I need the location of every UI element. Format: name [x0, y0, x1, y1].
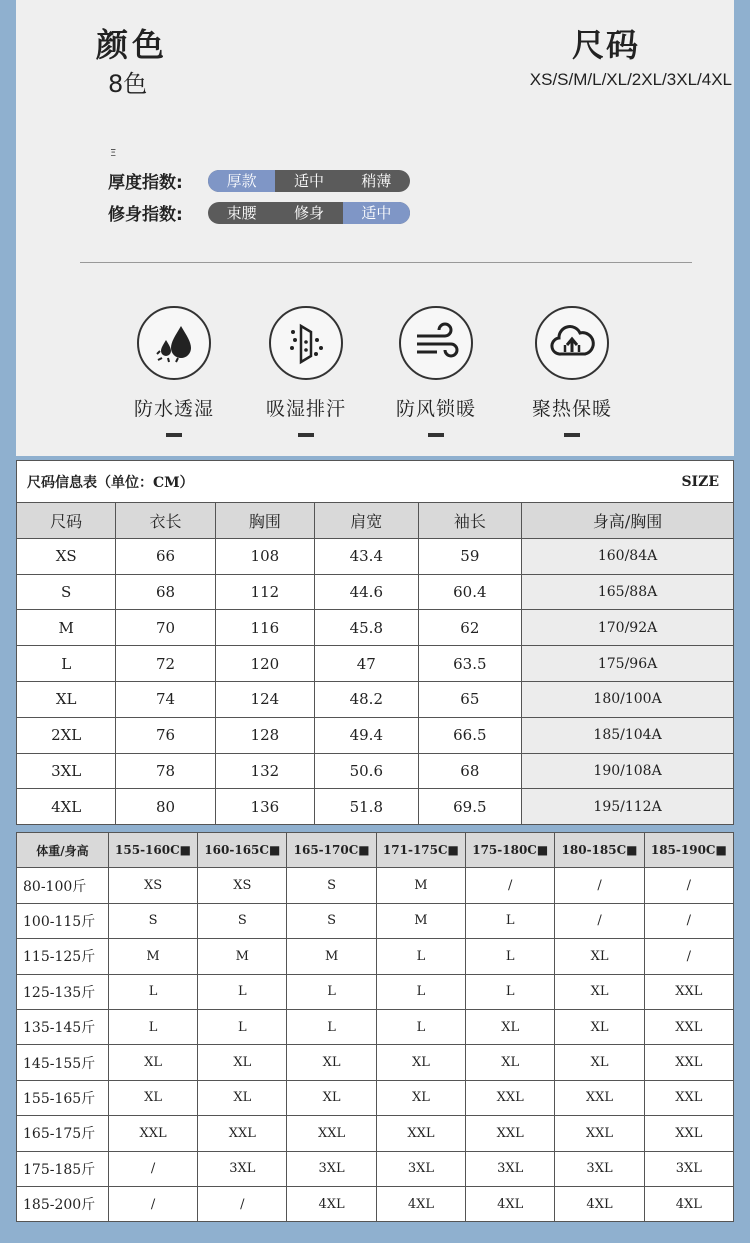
- table-cell: XXL: [555, 1080, 644, 1115]
- feature-dash: [564, 433, 580, 437]
- fit-option: 束腰: [226, 203, 257, 222]
- table-cell: XL: [555, 1009, 644, 1044]
- table-cell: XXL: [287, 1116, 376, 1151]
- table-cell: XXL: [644, 974, 733, 1009]
- table-cell: XS: [108, 868, 197, 903]
- table-cell: XXL: [644, 1009, 733, 1044]
- weight-cell: 175-185斤: [17, 1151, 109, 1186]
- table-row: [17, 1186, 734, 1221]
- table-row: [17, 789, 734, 825]
- table-cell: 124: [215, 681, 314, 717]
- table-cell: 120: [215, 646, 314, 682]
- table-cell: 4XL: [17, 789, 116, 825]
- menu-mark-icon: Ξ: [110, 148, 117, 159]
- table-cell: 60.4: [418, 574, 522, 610]
- table-cell: 116: [215, 610, 314, 646]
- table-cell: 66.5: [418, 717, 522, 753]
- table-row: [17, 1080, 734, 1115]
- table-cell: L: [376, 974, 465, 1009]
- table-cell: 190/108A: [522, 753, 734, 789]
- column-header: 171-175C■: [376, 833, 465, 868]
- table-cell: XL: [108, 1080, 197, 1115]
- weight-cell: 185-200斤: [17, 1186, 109, 1221]
- column-header: 185-190C■: [644, 833, 733, 868]
- size-table-title: 尺码信息表（单位：CM）: [27, 474, 194, 491]
- thickness-option: 适中: [293, 171, 324, 190]
- table-cell: 72: [116, 646, 215, 682]
- weight-cell: 145-155斤: [17, 1045, 109, 1080]
- table-cell: 50.6: [315, 753, 419, 789]
- thickness-option: 厚款: [208, 170, 275, 192]
- table-cell: 80: [116, 789, 215, 825]
- table-cell: XXL: [376, 1116, 465, 1151]
- table-cell: XS: [198, 868, 287, 903]
- table-cell: XXL: [108, 1116, 197, 1151]
- table-cell: /: [644, 868, 733, 903]
- table-cell: 195/112A: [522, 789, 734, 825]
- table-cell: 4XL: [287, 1186, 376, 1221]
- table-cell: 62: [418, 610, 522, 646]
- table-cell: M: [287, 939, 376, 974]
- weight-cell: 100-115斤: [17, 903, 109, 938]
- table-cell: XL: [287, 1080, 376, 1115]
- table-cell: XL: [108, 1045, 197, 1080]
- table-cell: L: [198, 974, 287, 1009]
- table-cell: 3XL: [466, 1151, 555, 1186]
- table-cell: 108: [215, 538, 314, 574]
- water-drops-icon: [137, 306, 211, 380]
- table-cell: 4XL: [466, 1186, 555, 1221]
- feature-dash: [428, 433, 444, 437]
- size-measurement-table: [16, 502, 734, 825]
- table-cell: 165/88A: [522, 574, 734, 610]
- table-row: [17, 903, 734, 938]
- table-cell: /: [108, 1186, 197, 1221]
- table-cell: L: [17, 646, 116, 682]
- feature-label: 防风锁暖: [395, 398, 476, 420]
- table-cell: S: [108, 903, 197, 938]
- table-row: [17, 1009, 734, 1044]
- table-cell: 180/100A: [522, 681, 734, 717]
- product-info-panel: [16, 0, 734, 456]
- thickness-selector: [208, 170, 410, 192]
- table-cell: 65: [418, 681, 522, 717]
- table-cell: 63.5: [418, 646, 522, 682]
- thickness-option: 稍薄: [361, 171, 392, 190]
- size-tag: SIZE: [681, 473, 719, 490]
- table-row: [17, 939, 734, 974]
- feature-waterproof: [114, 306, 234, 437]
- table-cell: 69.5: [418, 789, 522, 825]
- table-cell: 76: [116, 717, 215, 753]
- column-header: 衣长: [116, 503, 215, 539]
- fit-label: 修身指数:: [108, 205, 183, 225]
- table-cell: XL: [198, 1045, 287, 1080]
- table-cell: XL: [555, 939, 644, 974]
- table-row: [17, 753, 734, 789]
- table-cell: L: [198, 1009, 287, 1044]
- table-cell: 68: [418, 753, 522, 789]
- table-header-row: [17, 833, 734, 868]
- feature-dash: [166, 433, 182, 437]
- table-cell: XXL: [644, 1116, 733, 1151]
- table-cell: XL: [17, 681, 116, 717]
- table-cell: XL: [376, 1045, 465, 1080]
- feature-label: 防水透湿: [133, 398, 214, 420]
- table-cell: 48.2: [315, 681, 419, 717]
- size-title: 尺码: [572, 26, 641, 64]
- table-cell: 43.4: [315, 538, 419, 574]
- table-row: [17, 1045, 734, 1080]
- table-cell: 3XL: [287, 1151, 376, 1186]
- thickness-index-row: [108, 168, 410, 193]
- column-header: 155-160C■: [108, 833, 197, 868]
- table-cell: XXL: [466, 1080, 555, 1115]
- column-header: 肩宽: [315, 503, 419, 539]
- table-cell: 4XL: [555, 1186, 644, 1221]
- column-header: 180-185C■: [555, 833, 644, 868]
- table-cell: 3XL: [17, 753, 116, 789]
- table-cell: 128: [215, 717, 314, 753]
- table-cell: L: [108, 1009, 197, 1044]
- table-cell: S: [287, 868, 376, 903]
- table-cell: L: [287, 1009, 376, 1044]
- color-count: 8色: [108, 70, 148, 98]
- size-list: XS/S/M/L/XL/2XL/3XL/4XL: [529, 70, 732, 89]
- table-cell: L: [466, 939, 555, 974]
- table-cell: 112: [215, 574, 314, 610]
- table-cell: /: [555, 903, 644, 938]
- table-cell: 3XL: [644, 1151, 733, 1186]
- table-cell: 4XL: [644, 1186, 733, 1221]
- table-cell: XL: [198, 1080, 287, 1115]
- table-cell: XS: [17, 538, 116, 574]
- table-cell: 175/96A: [522, 646, 734, 682]
- size-recommend-table: [16, 832, 734, 1222]
- column-header: 160-165C■: [198, 833, 287, 868]
- thickness-label: 厚度指数:: [108, 173, 183, 193]
- size-info-table: [16, 460, 734, 825]
- table-cell: 136: [215, 789, 314, 825]
- table-cell: 3XL: [198, 1151, 287, 1186]
- table-row: [17, 681, 734, 717]
- column-header: 袖长: [418, 503, 522, 539]
- table-cell: XXL: [198, 1116, 287, 1151]
- wind-icon: [399, 306, 473, 380]
- table-cell: M: [108, 939, 197, 974]
- table-cell: /: [555, 868, 644, 903]
- column-header: 身高/胸围: [522, 503, 734, 539]
- fit-option: 修身: [293, 203, 324, 222]
- divider: [80, 262, 692, 263]
- table-cell: 51.8: [315, 789, 419, 825]
- table-cell: XL: [376, 1080, 465, 1115]
- table-cell: 132: [215, 753, 314, 789]
- table-cell: XXL: [555, 1116, 644, 1151]
- fit-option: 适中: [343, 202, 410, 224]
- table-row: [17, 646, 734, 682]
- table-cell: 44.6: [315, 574, 419, 610]
- table-cell: S: [287, 903, 376, 938]
- table-row: [17, 610, 734, 646]
- table-cell: M: [376, 903, 465, 938]
- heat-cloud-icon: [535, 306, 609, 380]
- table-cell: L: [108, 974, 197, 1009]
- table-cell: 70: [116, 610, 215, 646]
- table-header-row: [17, 503, 734, 539]
- weight-cell: 165-175斤: [17, 1116, 109, 1151]
- table-row: [17, 717, 734, 753]
- table-cell: S: [17, 574, 116, 610]
- table-row: [17, 974, 734, 1009]
- column-header: 175-180C■: [466, 833, 555, 868]
- table-cell: 3XL: [555, 1151, 644, 1186]
- table-cell: 160/84A: [522, 538, 734, 574]
- table-cell: M: [17, 610, 116, 646]
- table-cell: 47: [315, 646, 419, 682]
- column-header: 尺码: [17, 503, 116, 539]
- weight-cell: 155-165斤: [17, 1080, 109, 1115]
- table-cell: 4XL: [376, 1186, 465, 1221]
- feature-dash: [298, 433, 314, 437]
- table-cell: 78: [116, 753, 215, 789]
- table-cell: XXL: [644, 1080, 733, 1115]
- table-cell: /: [644, 903, 733, 938]
- table-row: [17, 868, 734, 903]
- table-cell: 59: [418, 538, 522, 574]
- weight-cell: 135-145斤: [17, 1009, 109, 1044]
- table-cell: 170/92A: [522, 610, 734, 646]
- table-cell: 185/104A: [522, 717, 734, 753]
- table-cell: L: [376, 1009, 465, 1044]
- column-header: 体重/身高: [17, 833, 109, 868]
- table-cell: M: [376, 868, 465, 903]
- table-cell: /: [108, 1151, 197, 1186]
- table-cell: XL: [287, 1045, 376, 1080]
- table-cell: L: [466, 974, 555, 1009]
- table-cell: 45.8: [315, 610, 419, 646]
- fit-index-row: [108, 200, 410, 225]
- table-row: [17, 538, 734, 574]
- table-cell: 3XL: [376, 1151, 465, 1186]
- table-cell: S: [198, 903, 287, 938]
- table-cell: 74: [116, 681, 215, 717]
- fit-selector: [208, 202, 410, 224]
- table-cell: 68: [116, 574, 215, 610]
- table-cell: /: [466, 868, 555, 903]
- weight-height-size-table: [16, 832, 734, 1222]
- table-cell: L: [376, 939, 465, 974]
- weight-cell: 80-100斤: [17, 868, 109, 903]
- table-cell: XL: [466, 1045, 555, 1080]
- table-cell: /: [644, 939, 733, 974]
- table-cell: 2XL: [17, 717, 116, 753]
- feature-wicking: [246, 306, 366, 437]
- sweat-wicking-icon: [269, 306, 343, 380]
- feature-windproof: [376, 306, 496, 437]
- table-cell: 49.4: [315, 717, 419, 753]
- weight-cell: 115-125斤: [17, 939, 109, 974]
- feature-label: 吸湿排汗: [265, 398, 346, 420]
- table-cell: /: [198, 1186, 287, 1221]
- table-cell: XL: [555, 1045, 644, 1080]
- table-cell: XL: [466, 1009, 555, 1044]
- table-cell: M: [198, 939, 287, 974]
- column-header: 165-170C■: [287, 833, 376, 868]
- color-title: 颜色: [96, 26, 169, 64]
- table-cell: L: [466, 903, 555, 938]
- feature-label: 聚热保暖: [531, 398, 612, 420]
- table-cell: XL: [555, 974, 644, 1009]
- weight-cell: 125-135斤: [17, 974, 109, 1009]
- table-row: [17, 574, 734, 610]
- table-cell: L: [287, 974, 376, 1009]
- table-row: [17, 1151, 734, 1186]
- table-cell: 66: [116, 538, 215, 574]
- table-row: [17, 1116, 734, 1151]
- table-cell: XXL: [644, 1045, 733, 1080]
- table-cell: XXL: [466, 1116, 555, 1151]
- column-header: 胸围: [215, 503, 314, 539]
- feature-heat: [512, 306, 632, 437]
- size-table-header: [16, 460, 734, 502]
